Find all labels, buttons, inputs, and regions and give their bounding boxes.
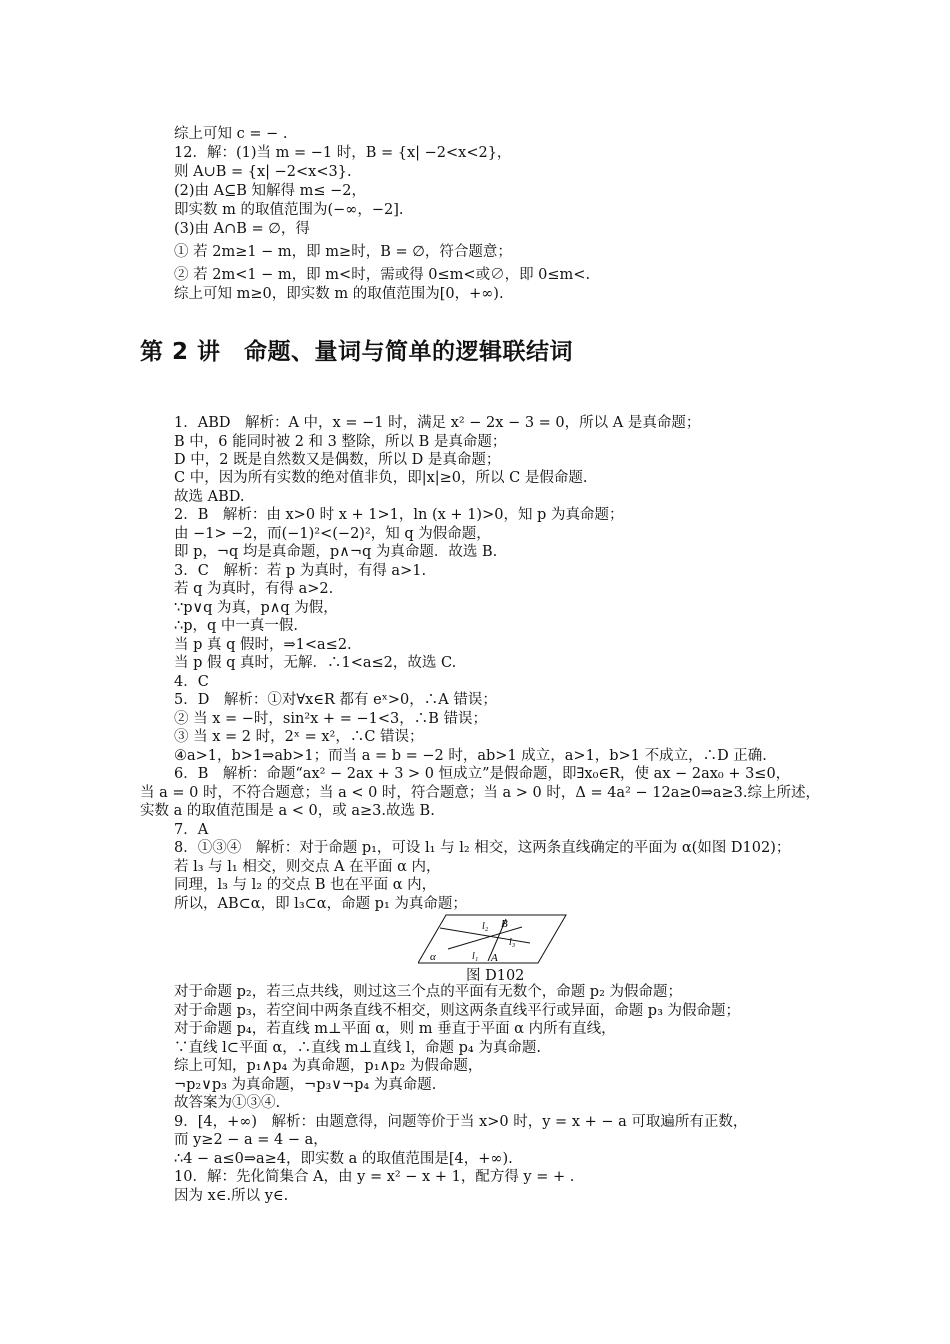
label-a: A — [491, 952, 498, 964]
text-line: (3)由 A∩B = ∅，得 — [174, 221, 310, 237]
text-line: 对于命题 p₃，若空间中两条直线不相交，则这两条直线平行或异面，命题 p₃ 为假命题； — [174, 1003, 741, 1019]
text-line: ∵直线 l⊂平面 α，∴直线 m⊥直线 l，命题 p₄ 为真命题. — [174, 1040, 541, 1056]
text-line: ② 若 2m<1 − m，即 m<时，需或得 0≤m<或∅，即 0≤m<. — [174, 267, 591, 283]
text-line: 3．C 解析：若 p 为真时，有得 a>1. — [174, 563, 427, 579]
text-line: 则 A∪B = {x| −2<x<3}. — [174, 164, 352, 180]
label-l1: l₁ — [472, 951, 479, 962]
label-l3: l₃ — [509, 937, 516, 948]
label-b: B — [501, 918, 508, 930]
text-line: (2)由 A⊆B 知解得 m≤ −2， — [174, 183, 367, 199]
text-line: ∴4 − a≤0⇒a≥4，即实数 a 的取值范围是[4，+∞). — [174, 1151, 513, 1167]
text-line: 故答案为①③④. — [174, 1095, 281, 1111]
text-line: B 中，6 能同时被 2 和 3 整除，所以 B 是真命题； — [174, 434, 507, 450]
text-line: 故选 ABD. — [174, 489, 245, 505]
text-line: 若 q 为真时，有得 a>2. — [174, 581, 334, 597]
text-line: 对于命题 p₂，若三点共线，则过这三个点的平面有无数个，命题 p₂ 为假命题； — [174, 984, 683, 1000]
text-line: 7．A — [174, 822, 209, 838]
plane-diagram — [418, 913, 568, 965]
text-line: 所以，AB⊂α，即 l₃⊂α，命题 p₁ 为真命题； — [174, 896, 467, 912]
text-line: 同理，l₃ 与 l₂ 的交点 B 也在平面 α 内， — [174, 877, 437, 893]
text-line: 若 l₃ 与 l₁ 相交，则交点 A 在平面 α 内， — [174, 859, 441, 875]
text-line: 9．[4，+∞) 解析：由题意得，问题等价于当 x>0 时，y = x + − a 可取遍所有正数， — [174, 1114, 748, 1130]
text-line: 8．①③④ 解析：对于命题 p₁，可设 l₁ 与 l₂ 相交，这两条直线确定的平面为 α(如图 D102)； — [174, 840, 791, 856]
text-line: ¬p₂∨p₃ 为真命题，¬p₃∨¬p₄ 为真命题. — [174, 1077, 437, 1093]
text-line: 综上可知 m≥0，即实数 m 的取值范围为[0，+∞). — [174, 286, 504, 302]
text-line: 2．B 解析：由 x>0 时 x + 1>1，ln (x + 1)>0，知 p 为真命题； — [174, 507, 624, 523]
text-line: 由 −1> −2，而(−1)²<(−2)²，知 q 为假命题， — [174, 526, 491, 542]
text-line: 4．C — [174, 674, 209, 690]
text-line: ③ 当 x = 2 时，2ˣ = x²，∴C 错误； — [174, 729, 424, 745]
text-line: ∵p∨q 为真，p∧q 为假， — [174, 600, 338, 616]
text-line: ④a>1，b>1⇒ab>1；而当 a = b = −2 时，ab>1 成立，a>1，b>1 不成立，∴D 正确. — [174, 748, 767, 764]
text-line: 综上可知，p₁∧p₄ 为真命题，p₁∧p₂ 为假命题， — [174, 1058, 483, 1074]
text-line: 即实数 m 的取值范围为(−∞，−2]. — [174, 202, 404, 218]
text-line: 12．解：(1)当 m = −1 时，B = {x| −2<x<2}， — [174, 145, 512, 161]
text-line: 10．解：先化简集合 A，由 y = x² − x + 1，配方得 y = + . — [174, 1169, 575, 1185]
text-line: C 中，因为所有实数的绝对值非负，即|x|≥0，所以 C 是假命题. — [174, 470, 588, 486]
text-line: 而 y≥2 − a = 4 − a， — [174, 1132, 328, 1148]
label-l2: l₂ — [482, 921, 489, 932]
text-line: ∴p，q 中一真一假. — [174, 618, 299, 634]
text-line: 因为 x∈.所以 y∈. — [174, 1188, 289, 1204]
text-line: 实数 a 的取值范围是 a < 0，或 a≥3.故选 B. — [140, 803, 435, 819]
section-title: 第 2 讲 命题、量词与简单的逻辑联结词 — [140, 339, 574, 365]
text-line: 当 p 假 q 真时，无解．∴1<a≤2，故选 C. — [174, 655, 457, 671]
text-line: 综上可知 c = − . — [174, 126, 288, 142]
text-line: 即 p，¬q 均是真命题，p∧¬q 为真命题．故选 B. — [174, 544, 498, 560]
label-alpha: α — [430, 951, 436, 963]
text-line: 1．ABD 解析：A 中，x = −1 时，满足 x² − 2x − 3 = 0，所以 A 是真命题； — [174, 415, 701, 431]
text-line: 6．B 解析：命题“ax² − 2ax + 3 > 0 恒成立”是假命题，即∃x₀∈R，使 ax − 2ax₀ + 3≤0， — [174, 766, 791, 782]
text-line: ① 若 2m≥1 − m，即 m≥时，B = ∅，符合题意； — [174, 244, 512, 260]
text-line: 当 p 真 q 假时，⇒1<a≤2. — [174, 637, 352, 653]
text-line: ② 当 x = −时，sin²x + = −1<3，∴B 错误； — [174, 711, 487, 727]
text-line: D 中，2 既是自然数又是偶数，所以 D 是真命题； — [174, 452, 501, 468]
text-line: 5．D 解析：①对∀x∈R 都有 eˣ>0，∴A 错误； — [174, 692, 497, 708]
figure-caption: 图 D102 — [466, 968, 525, 984]
text-line: 当 a = 0 时，不符合题意；当 a < 0 时，符合题意；当 a > 0 时，Δ = 4a² − 12a≥0⇒a≥3.综上所述， — [140, 785, 821, 801]
text-line: 对于命题 p₄，若直线 m⊥平面 α，则 m 垂直于平面 α 内所有直线， — [174, 1021, 616, 1037]
